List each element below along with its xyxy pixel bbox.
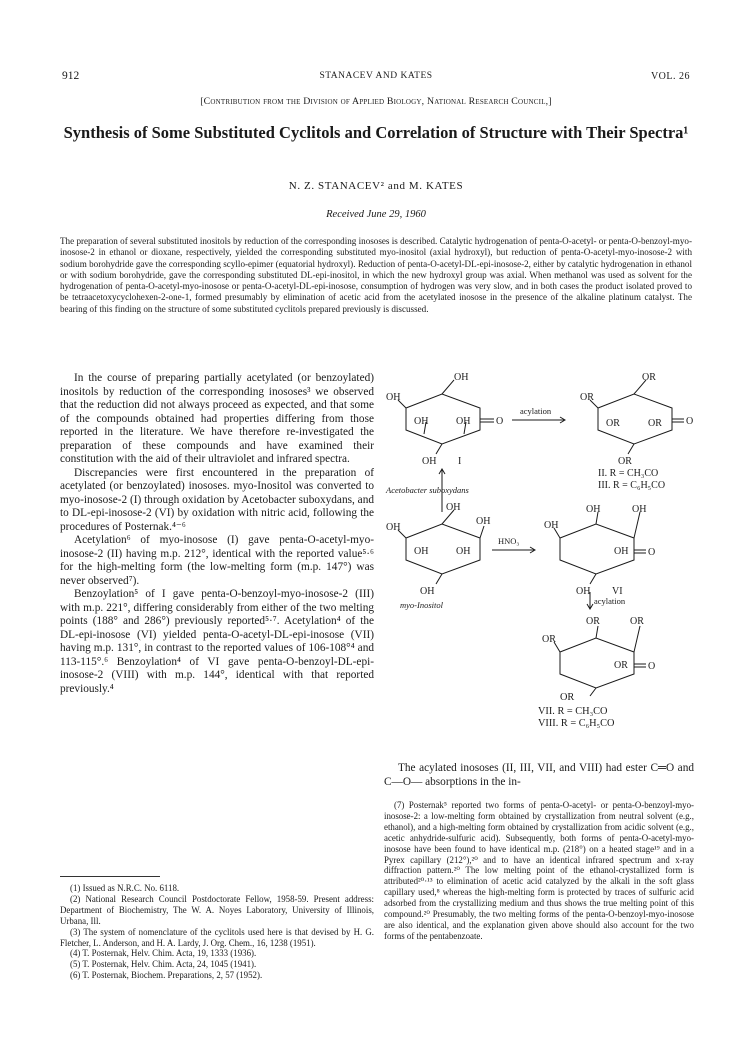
compound-ii-label: II. R = CH₃CO bbox=[598, 468, 659, 479]
ring-ii-ketone-o: O bbox=[686, 416, 694, 427]
ring-vii-or-top1: OR bbox=[586, 616, 600, 627]
footnote-rule bbox=[60, 876, 160, 877]
scheme-drawing bbox=[384, 370, 694, 700]
footnote-7: (7) Posternak⁵ reported two forms of penta-O-acetyl- or penta-O-benzoyl-myo-inosose-2: a low-melting form obtained by crystallization from neutral solvent (e.g., ethanol), and a high-melting form obtained by crystallization from acidic solvent (e.g., acetic anhydride-sulfuric acid). Subsequently, both forms of penta-O-acetyl-myo-inosose have been found to have identical m.p. (218°) on a heated stage¹⁹ and in a Pyrex capillary (212°),²⁰ and to have an identical infrared spectrum and x-ray diffraction pattern.²⁰ The low melting point of the ethanol-crystallized form is attributed²⁰·¹³ to elimination of acetic acid catalyzed by the alkali in the soft glass capillary used,⁸ whereas the high-melting form is protected by traces of sulfuric acid adsorbed from the crystallizing medium and thus shows the true melting point of this compound.²⁰ Presumably, the two melting forms of the penta-O-benzoyl-myo-inosose are also identical, and the explanation given above should also account for the two forms of the pentabenzoate. bbox=[384, 800, 694, 941]
page-number: 912 bbox=[62, 70, 80, 82]
footnote: (6) T. Posternak, Biochem. Preparations, 2, 57 (1952). bbox=[70, 970, 263, 981]
compound-vii-label: VII. R = CH₃CO bbox=[538, 706, 608, 717]
myo-oh-left: OH bbox=[386, 522, 401, 533]
ring-i-ketone-o: O bbox=[496, 416, 504, 427]
abstract: The preparation of several substituted inositols by reduction of the corresponding inososes is described. Catalytic hydrogenation of penta-O-acetyl- or penta-O-benzoyl-myo-inosose-2 in ethanol or dioxane, respectively, yielded the corresponding substituted myo-inositol (axial hydroxyl), but reduction of penta-O-acetyl-myo-inosose-2 with sodium borohydride gave the corresponding scyllo-epimer (equatorial hydroxyl). Reduction of penta-O-acetyl-DL-epi-inosose-2, either by catalytic hydrogenation in ethanol or with sodium borohydride, gave the corresponding substituted DL-epi-inositol, in which the new hydroxyl group was axial. When methanol was used as solvent for the hydrogenation of penta-O-acetyl-myo-inosose or penta-O-acetyl-DL-epi-inosose, consumption of hydrogen was very slow, and in both cases the product isolated proved to be tetraacetoxycyclohexen-2-one-1, formed presumably by elimination of acetic acid from the acetylated inosose in the presence of the alkaline platinum catalyst. The bearing of this finding on the structure of some substituted cyclitols prepared previously is discussed. bbox=[60, 236, 692, 314]
footnote: (3) The system of nomenclature of the cyclitols used here is that devised by H. G. Fletcher, L. Anderson, and H. A. Lardy, J. Org. Chem., 16, 1238 (1951). bbox=[60, 926, 374, 948]
compound-i-label: I bbox=[458, 456, 462, 467]
ring-i-oh-top: OH bbox=[454, 372, 469, 383]
myo-oh-bottom: OH bbox=[420, 586, 435, 597]
compound-vi-label: VI bbox=[612, 586, 623, 597]
ring-ii-or-top: OR bbox=[642, 372, 656, 383]
ring-vii-or-top2: OR bbox=[630, 616, 644, 627]
acylation-label-2: acylation bbox=[594, 596, 626, 606]
ring-vii-or-inner: OR bbox=[614, 660, 628, 671]
ring-ii-or-left: OR bbox=[580, 392, 594, 403]
ring-vii-ketone-o: O bbox=[648, 661, 656, 672]
ring-i-oh-inner2: OH bbox=[456, 416, 471, 427]
author-line: N. Z. STANACEV² and M. KATES bbox=[288, 180, 464, 192]
compound-iii-label: III. R = C₆H₅CO bbox=[598, 480, 666, 491]
ring-ii-or-inner2: OR bbox=[648, 418, 662, 429]
acetobacter-label: Acetobacter suboxydans bbox=[386, 485, 469, 495]
ring-vi-oh-top1: OH bbox=[586, 504, 601, 515]
body-left-column bbox=[60, 372, 374, 696]
received-date: Received June 29, 1960 bbox=[326, 209, 426, 220]
contribution-line: [Contribution from the Division of Applied Biology, National Research Council,] bbox=[200, 96, 552, 107]
bottom-or-label: OR bbox=[560, 692, 575, 703]
running-header bbox=[62, 70, 690, 84]
running-title: STANACEV AND KATES bbox=[319, 71, 433, 81]
footnotes-left bbox=[60, 883, 374, 981]
ring-vii-or-left: OR bbox=[542, 634, 556, 645]
paragraph: Acetylation⁶ of myo-inosose (I) gave penta-O-acetyl-myo-inosose-2 (II) having m.p. 212°, identical with the reported value⁵·⁶ for the high-melting form (the low-melting form (m.p. 147°) was never observed⁷). bbox=[60, 534, 374, 587]
ring-vi-oh-bottom: OH bbox=[576, 586, 591, 597]
myo-oh-right: OH bbox=[476, 516, 491, 527]
volume-label: VOL. 26 bbox=[650, 71, 690, 82]
ring-i-oh-bottom: OH bbox=[422, 456, 437, 467]
ring-i-oh-left: OH bbox=[386, 392, 401, 403]
article-title: Synthesis of Some Substituted Cyclitols and Correlation of Structure with Their Spectra¹ bbox=[63, 123, 689, 142]
compound-labels bbox=[538, 706, 614, 730]
paragraph: In the course of preparing partially acetylated (or benzoylated) inositols by reduction of the corresponding inososes³ we observed that the reduction did not always proceed as expected, and that some of the compounds obtained had properties differing from those reported in the literature. We have therefore re-investigated the preparation of these compounds and have examined their constitution with the aid of their ultraviolet and infrared spectra. bbox=[60, 372, 374, 465]
footnote: (1) Issued as N.R.C. No. 6118. bbox=[70, 883, 180, 893]
ring-vi-oh-left: OH bbox=[544, 520, 559, 531]
ring-vi-ketone-o: O bbox=[648, 547, 656, 558]
ring-vi-oh-inner: OH bbox=[614, 546, 629, 557]
ring-ii-or-bottom: OR bbox=[618, 456, 632, 467]
acylation-label: acylation bbox=[520, 406, 552, 416]
ring-vi-oh-top2: OH bbox=[632, 504, 647, 515]
footnote: (4) T. Posternak, Helv. Chim. Acta, 19, 1333 (1936). bbox=[70, 948, 257, 959]
myo-inositol-label: myo-Inositol bbox=[400, 600, 443, 610]
body-right-column: The acylated inososes (II, III, VII, and VIII) had ester C═O and C—O— absorptions in the in- bbox=[384, 762, 694, 788]
myo-oh-inner2: OH bbox=[456, 546, 471, 557]
paragraph: Benzoylation⁵ of I gave penta-O-benzoyl-myo-inosose-2 (III) with m.p. 221°, differing considerably from either of the two melting points (188° and 286°) previously reported⁵·⁷. Acetylation⁴ of the DL-epi-inosose (VI) yielded penta-O-acetyl-DL-epi-inosose (VII) having m.p. 131°, in contrast to the reported values of 106-108°⁴ and 113-115°.⁶ Benzoylation⁴ of VI gave penta-O-benzoyl-DL-epi-inosose-2 (VIII) with m.p. 144°, identical with that reported previously.⁴ bbox=[60, 588, 374, 695]
ring-ii-or-inner1: OR bbox=[606, 418, 620, 429]
reaction-scheme bbox=[384, 370, 694, 700]
footnote: (5) T. Posternak, Helv. Chim. Acta, 24, 1045 (1941). bbox=[70, 959, 257, 970]
myo-oh-top: OH bbox=[446, 502, 461, 513]
compound-viii-label: VIII. R = C₆H₅CO bbox=[538, 718, 615, 729]
footnote: (2) National Research Council Postdoctorate Fellow, 1958-59. Present address: Department of Biochemistry, The W. A. Noyes Laboratory, University of Illinois, Urbana, Ill. bbox=[60, 893, 374, 926]
hno3-label: HNO₃ bbox=[498, 536, 520, 546]
myo-oh-inner1: OH bbox=[414, 546, 429, 557]
paragraph: Discrepancies were first encountered in the preparation of acetylated (or benzoylated) inososes. myo-Inositol was converted to myo-inosose-2 (I) through oxidation by Acetobacter suboxydans, and to DL-epi-inosose-2 (VI) by oxidation with nitric acid, following the procedures of Posternak.⁴⁻⁶ bbox=[60, 466, 374, 533]
ring-i-oh-inner1: OH bbox=[414, 416, 429, 427]
